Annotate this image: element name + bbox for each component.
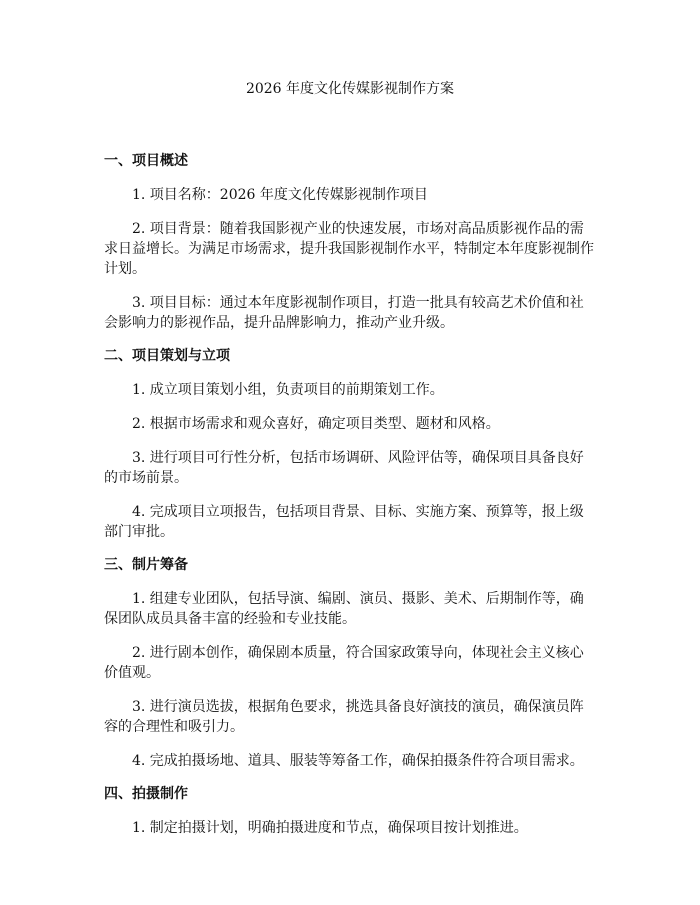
paragraph: 2. 项目背景：随着我国影视产业的快速发展，市场对高品质影视作品的需求日益增长。为满足市场需求，提升我国影视制作水平，特制定本年度影视制作计划。 <box>104 221 594 277</box>
paragraph: 4. 完成项目立项报告，包括项目背景、目标、实施方案、预算等，报上级部门审批。 <box>104 504 584 540</box>
section-heading-shooting: 四、拍摄制作 <box>104 786 188 802</box>
paragraph: 1. 项目名称：2026 年度文化传媒影视制作项目 <box>132 187 428 203</box>
paragraph: 2. 进行剧本创作，确保剧本质量，符合国家政策导向，体现社会主义核心价值观。 <box>104 645 584 681</box>
paragraph: 3. 进行项目可行性分析，包括市场调研、风险评估等，确保项目具备良好的市场前景。 <box>104 450 584 486</box>
paragraph: 4. 完成拍摄场地、道具、服装等筹备工作，确保拍摄条件符合项目需求。 <box>132 753 584 769</box>
section-body-planning <box>104 380 596 542</box>
paragraph: 1. 制定拍摄计划，明确拍摄进度和节点，确保项目按计划推进。 <box>132 820 528 836</box>
paragraph: 1. 组建专业团队，包括导演、编剧、演员、摄影、美术、后期制作等，确保团队成员具备丰富的经验和专业技能。 <box>104 591 584 627</box>
section-body-shooting <box>104 818 596 838</box>
section-body-overview <box>104 185 596 333</box>
paragraph: 3. 项目目标：通过本年度影视制作项目，打造一批具有较高艺术价值和社会影响力的影视作品，提升品牌影响力，推动产业升级。 <box>104 295 584 331</box>
paragraph: 1. 成立项目策划小组，负责项目的前期策划工作。 <box>132 382 444 398</box>
document-title: 2026 年度文化传媒影视制作方案 <box>245 81 455 97</box>
paragraph: 3. 进行演员选拔，根据角色要求，挑选具备良好演技的演员，确保演员阵容的合理性和吸引力。 <box>104 699 584 735</box>
paragraph: 2. 根据市场需求和观众喜好，确定项目类型、题材和风格。 <box>132 416 500 432</box>
section-heading-planning: 二、项目策划与立项 <box>104 348 230 364</box>
section-body-preparation <box>104 589 596 771</box>
section-heading-preparation: 三、制片筹备 <box>104 557 188 573</box>
section-heading-overview: 一、项目概述 <box>104 153 188 169</box>
